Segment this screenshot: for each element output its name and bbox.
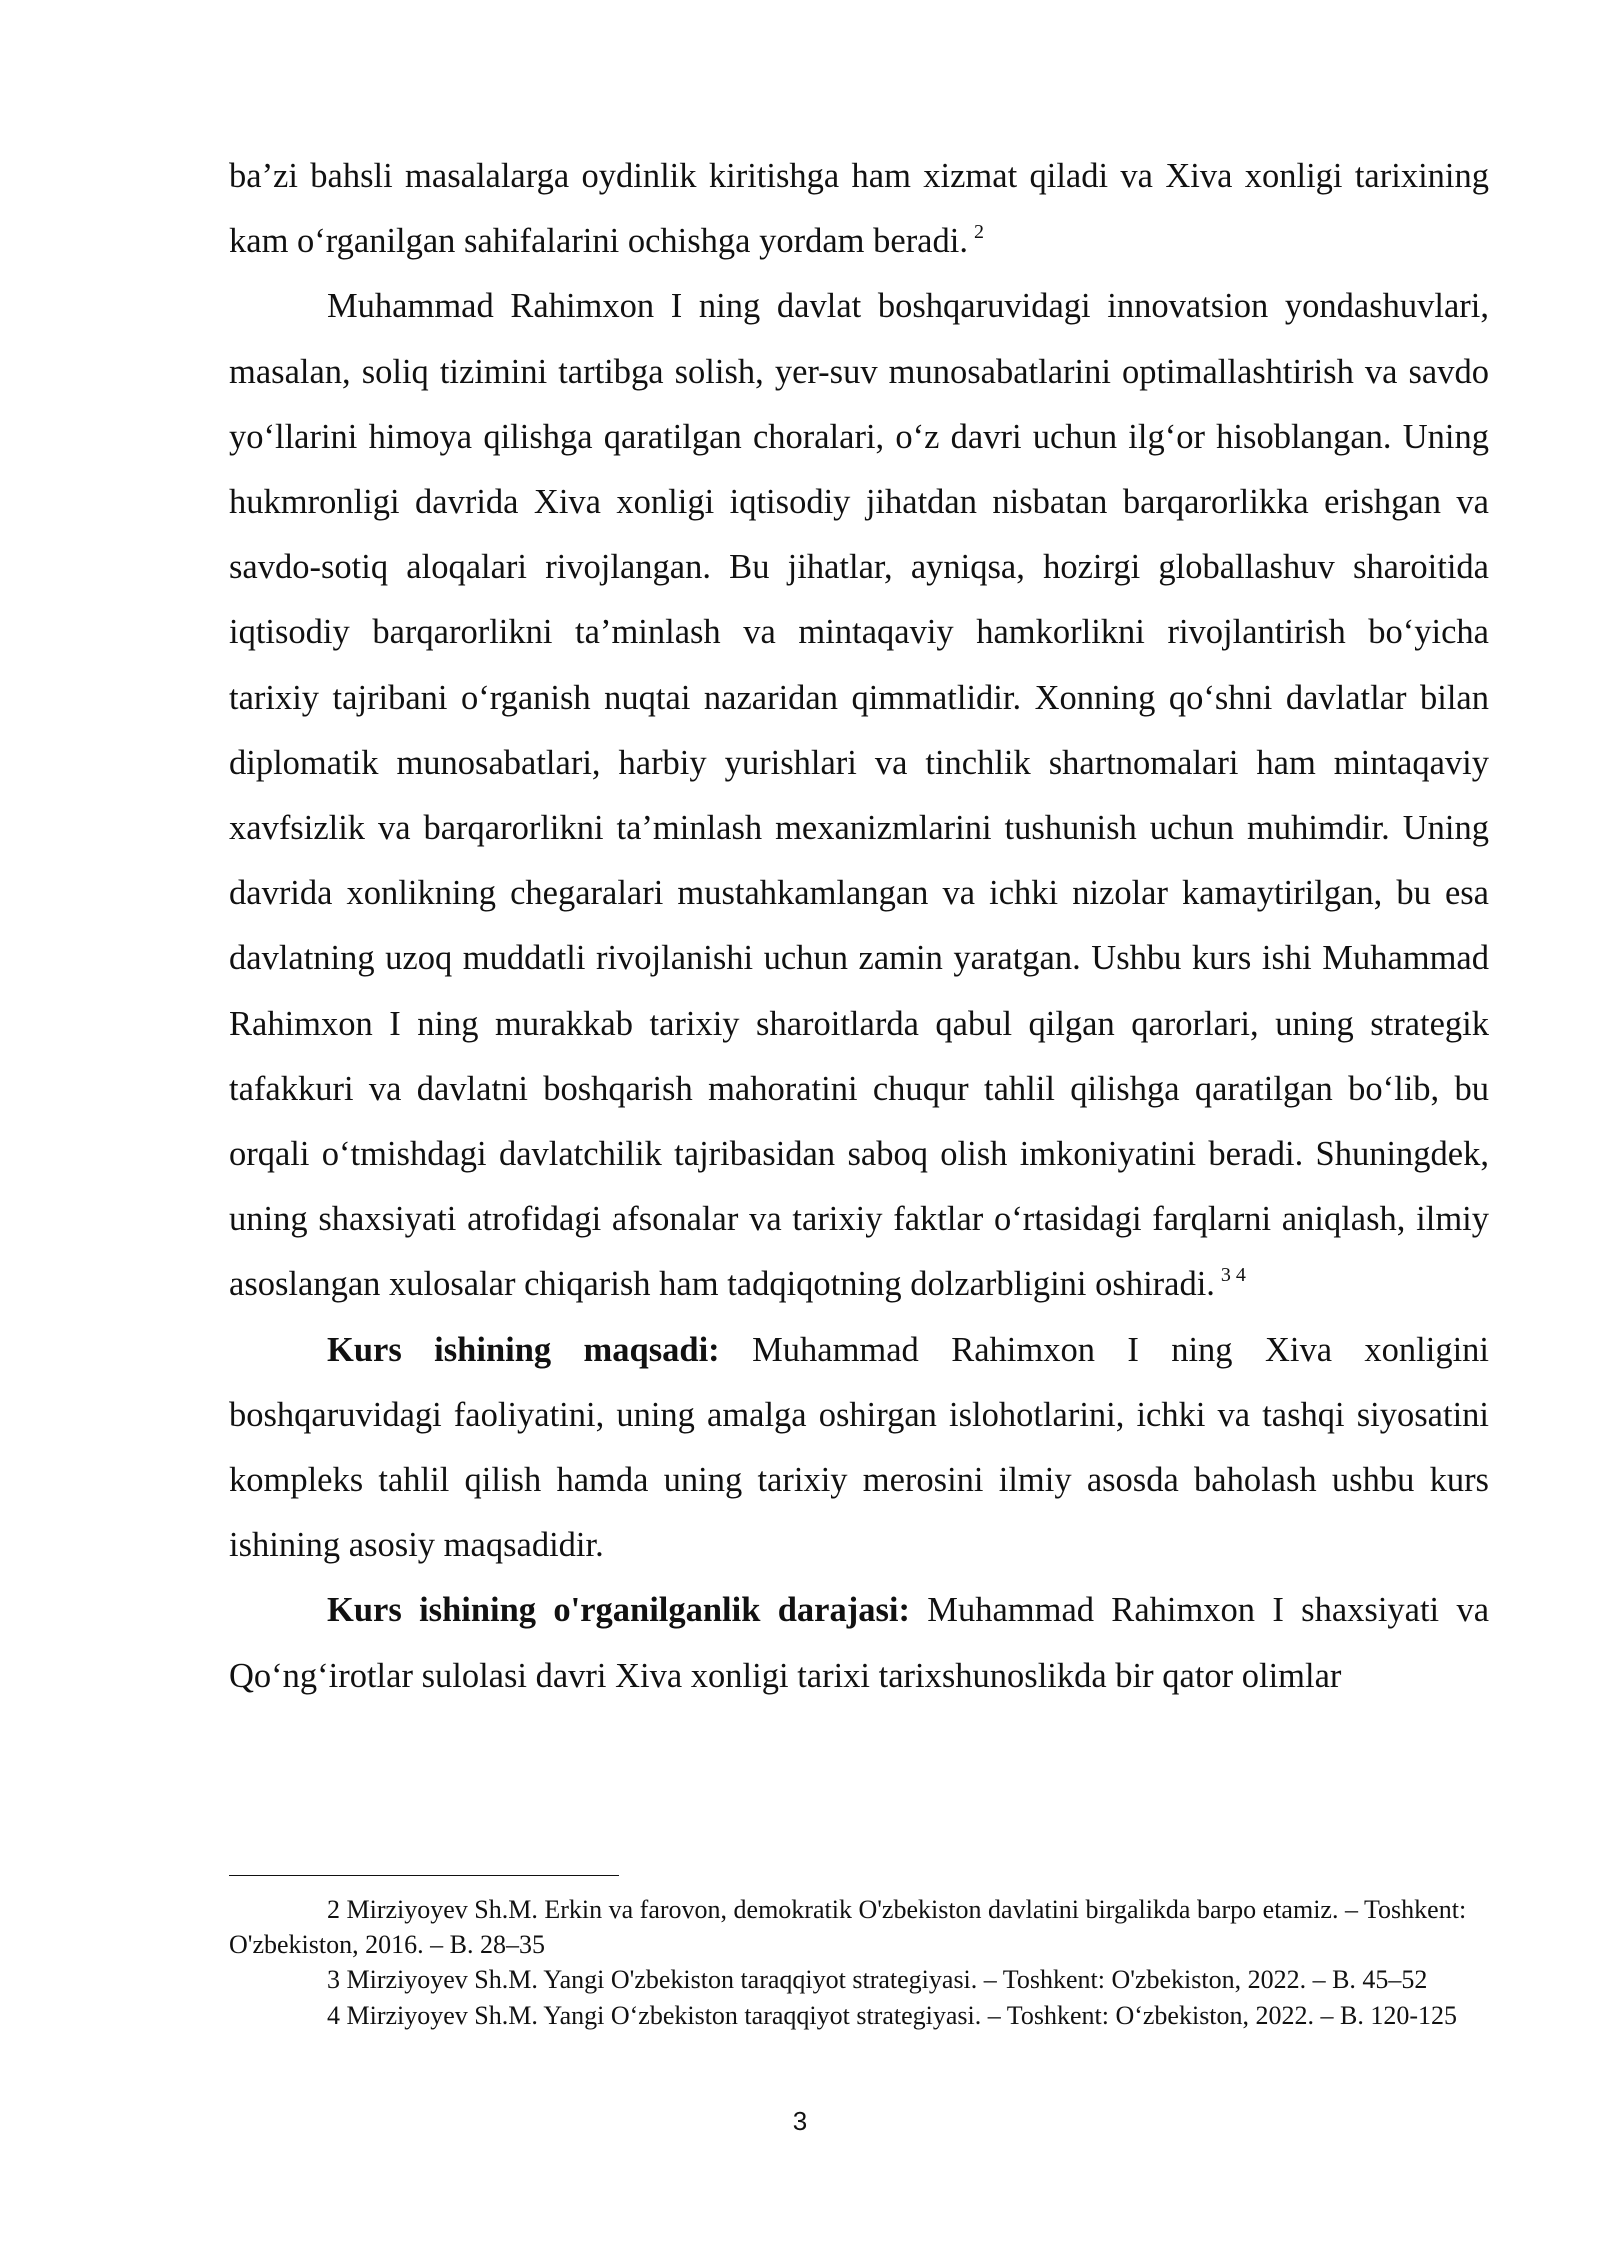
footnote-ref[interactable]: 2 <box>973 221 984 244</box>
paragraph-text: Muhammad Rahimxon I ning davlat boshqaruvidagi innovatsion yondashuvlari, masalan, soliq tizimini tartibga solish, yer-suv munosabatlarini optimallashtirish va savdo yo‘llarini himoya qilishga qaratilgan choralari, o‘z davri uchun ilg‘or hisoblangan. Uning hukmronligi davrida Xiva xonligi iqtisodiy jihatdan nisbatan barqarorlikka erishgan va savdo-sotiq aloqalari rivojlangan. Bu jihatlar, ayniqsa, hozirgi globallashuv sharoitida iqtisodiy barqarorlikni ta’minlash va mintaqaviy hamkorlikni rivojlantirish bo‘yicha tarixiy tajribani o‘rganish nuqtai nazaridan qimmatlidir. Xonning qo‘shni davlatlar bilan diplomatik munosabatlari, harbiy yurishlari va tinchlik shartnomalari ham mintaqaviy xavfsizlik va barqarorlikni ta’minlash mexanizmlarini tushunish uchun muhimdir. Uning davrida xonlikning chegaralari mustahkamlangan va ichki nizolar kamaytirilgan, bu esa davlatning uzoq muddatli rivojlanishi uchun zamin yaratgan. Ushbu kurs ishi Muhammad Rahimxon I ning murakkab tarixiy sharoitlarda qabul qilgan qarorlari, uning strategik tafakkuri va davlatni boshqarish mahoratini chuqur tahlil qilishga qaratilgan bo‘lib, bu orqali o‘tmishdagi davlatchilik tajribasidan saboq olish imkoniyatini beradi. Shuningdek, uning shaxsiyati atrofidagi afsonalar va tarixiy faktlar o‘rtasidagi farqlarni aniqlash, ilmiy asoslangan xulosalar chiqarish ham tadqiqotning dolzarbligini oshiradi. <box>229 287 1489 1304</box>
footnotes <box>229 1893 1489 2034</box>
body-paragraph-study-level <box>229 1578 1489 1708</box>
footnote-3: 3 Mirziyoyev Sh.M. Yangi O'zbekiston taraqqiyot strategiyasi. – Toshkent: O'zbekiston, 2022. – B. 45–52 <box>327 1965 1428 1994</box>
paragraph-text: ba’zi bahsli masalalarga oydinlik kiritishga ham xizmat qiladi va Xiva xonligi tarixining kam o‘rganilgan sahifalarini ochishga yordam beradi. <box>229 157 1489 261</box>
document-page <box>229 144 1489 1709</box>
footnote-separator <box>229 1875 619 1876</box>
page-number: 3 <box>792 2106 808 2136</box>
footnote-2: 2 Mirziyoyev Sh.M. Erkin va farovon, demokratik O'zbekiston davlatini birgalikda barpo etamiz. – Toshkent: O'zbekiston, 2016. – B. 28–35 <box>229 1895 1467 1959</box>
footnote-4: 4 Mirziyoyev Sh.M. Yangi O‘zbekiston taraqqiyot strategiyasi. – Toshkent: O‘zbekiston, 2022. – B. 120-125 <box>327 2000 1458 2030</box>
section-heading-study-level: Kurs ishining o'rganilganlik darajasi: <box>327 1591 910 1630</box>
body-paragraph-1 <box>229 144 1489 274</box>
paragraph-text: Muhammad Rahimxon I ning Xiva xonligini boshqaruvidagi faoliyatini, uning amalga oshirgan islohotlarini, ichki va tashqi siyosatini kompleks tahlil qilish hamda uning tarixiy merosini ilmiy asosda baholash ushbu kurs ishining asosiy maqsadidir. <box>229 1330 1490 1565</box>
paragraph-text: Muhammad Rahimxon I shaxsiyati va Qo‘ng‘irotlar sulolasi davri Xiva xonligi tarixi tarixshunoslikda bir qator olimlar <box>229 1591 1490 1695</box>
footnote-ref[interactable]: 3 4 <box>1220 1264 1246 1287</box>
section-heading-goal: Kurs ishining maqsadi: <box>327 1330 720 1369</box>
body-paragraph-2 <box>229 274 1489 1317</box>
body-paragraph-goal <box>229 1318 1489 1579</box>
